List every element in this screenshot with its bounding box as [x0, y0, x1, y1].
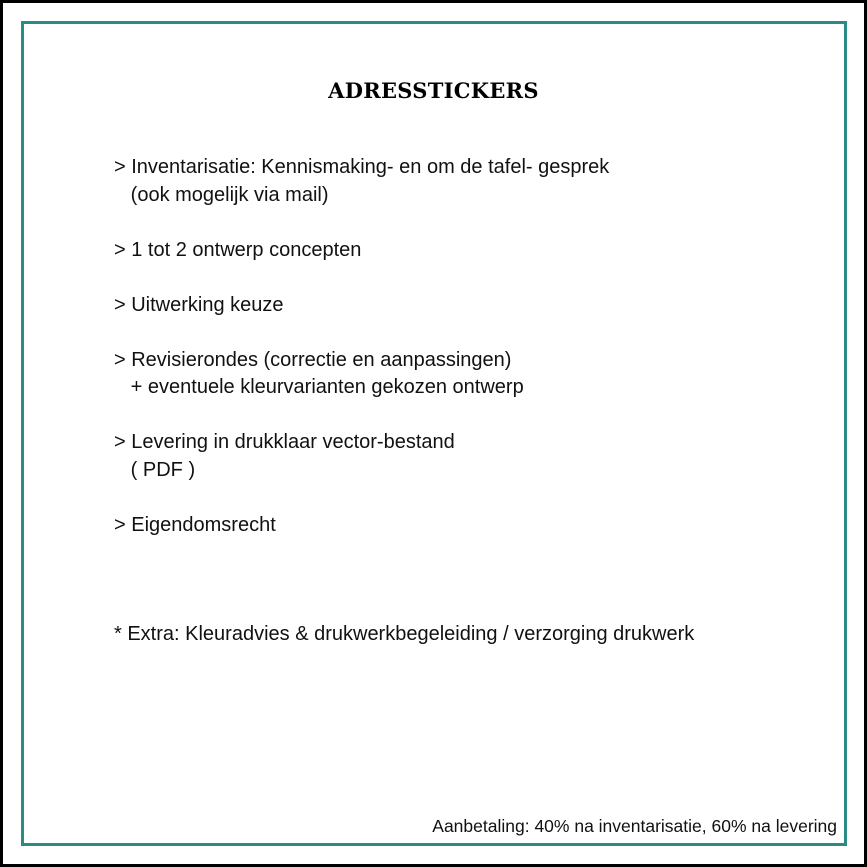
list-item-line: ( PDF )	[114, 458, 196, 481]
list-item-line: > Revisierondes (correctie en aanpassingen)	[114, 348, 512, 371]
list-item-line: > Inventarisatie: Kennismaking- en om de tafel- gesprek	[114, 156, 610, 178]
list-item-line: > 1 tot 2 ontwerp concepten	[114, 238, 362, 261]
extra-note: * Extra: Kleuradvies & drukwerkbegeleiding / verzorging drukwerk	[114, 623, 695, 645]
list-item-line: > Uitwerking keuze	[114, 293, 284, 316]
list-item	[114, 292, 814, 320]
list-item-line: + eventuele kleurvarianten gekozen ontwerp	[114, 376, 524, 398]
list-item-line: > Levering in drukklaar vector-bestand	[114, 431, 455, 453]
list-item	[114, 237, 814, 265]
service-list	[114, 154, 814, 567]
payment-note: Aanbetaling: 40% na inventarisatie, 60% na levering	[432, 816, 837, 836]
list-item	[114, 512, 814, 540]
list-item-line: (ook mogelijk via mail)	[114, 183, 329, 206]
list-item	[114, 154, 814, 209]
list-item-line: > Eigendomsrecht	[114, 513, 276, 536]
list-item	[114, 429, 814, 484]
page-title: ADRESSTICKERS	[328, 78, 539, 103]
list-item	[114, 347, 814, 402]
